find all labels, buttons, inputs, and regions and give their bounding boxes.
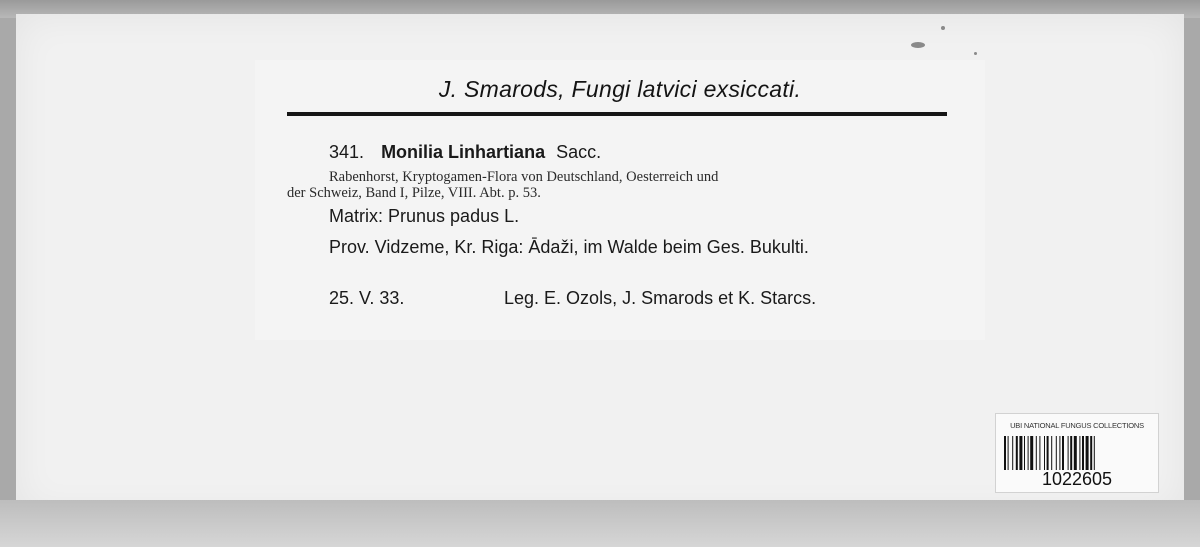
- barcode-bar: [1004, 436, 1006, 470]
- barcode-bar: [1019, 436, 1022, 470]
- barcode-bar: [1024, 436, 1025, 470]
- locality-text: Prov. Vidzeme, Kr. Riga: Ādaži, im Walde beim Ges. Bukulti.: [329, 237, 809, 257]
- collection-date: 25. V. 33.: [329, 288, 405, 308]
- barcode-header: UBI NATIONAL FUNGUS COLLECTIONS: [1010, 421, 1144, 430]
- sheet-speck: [911, 42, 925, 48]
- barcode-bar: [1094, 436, 1095, 470]
- species-name: Monilia Linhartiana: [381, 142, 546, 162]
- barcode-bar: [1008, 436, 1009, 470]
- barcode-bar: [1039, 436, 1040, 470]
- matrix-label: Matrix:: [329, 206, 383, 226]
- barcode-bar: [1036, 436, 1037, 470]
- barcode-bar: [1012, 436, 1013, 470]
- reference-line: Rabenhorst, Kryptogamen-Flora von Deutschland, Oesterreich und: [329, 169, 719, 185]
- barcode-number: 1022605: [1041, 469, 1113, 489]
- reference-line: der Schweiz, Band I, Pilze, VIII. Abt. p. 53.: [287, 185, 541, 201]
- barcode-bar: [1044, 436, 1045, 470]
- barcode-bar: [1086, 436, 1089, 470]
- title-rule: [287, 112, 947, 116]
- specimen-number: 341.: [329, 142, 365, 162]
- matrix-value: Prunus padus L.: [388, 206, 520, 226]
- barcode-bar: [1070, 436, 1072, 470]
- barcode-bar: [1016, 436, 1018, 470]
- specimen-label: [255, 60, 985, 340]
- barcode-label: [995, 413, 1159, 493]
- literature-reference: [287, 169, 947, 201]
- barcode-icon: [1004, 436, 1150, 470]
- barcode-bar: [1082, 436, 1084, 470]
- barcode-bar: [1090, 436, 1092, 470]
- background-bottom-edge: [0, 500, 1200, 547]
- barcode-bar: [1056, 436, 1057, 470]
- matrix-line: [329, 206, 519, 227]
- sheet-speck: [941, 26, 945, 30]
- barcode-bar: [1074, 436, 1077, 470]
- barcode-bar: [1028, 436, 1029, 470]
- barcode-bar: [1068, 436, 1069, 470]
- label-title: J. Smarods, Fungi latvici exsiccati.: [438, 76, 802, 102]
- collection-line: [329, 288, 816, 309]
- barcode-bar: [1051, 436, 1052, 470]
- barcode-bar: [1059, 436, 1060, 470]
- barcode-bar: [1079, 436, 1080, 470]
- specimen-entry: [329, 142, 601, 163]
- barcode-bar: [1062, 436, 1064, 470]
- collectors: Leg. E. Ozols, J. Smarods et K. Starcs.: [504, 288, 817, 308]
- species-author: Sacc.: [556, 142, 602, 162]
- barcode-bar: [1030, 436, 1033, 470]
- sheet-speck: [974, 52, 977, 55]
- barcode-bar: [1047, 436, 1049, 470]
